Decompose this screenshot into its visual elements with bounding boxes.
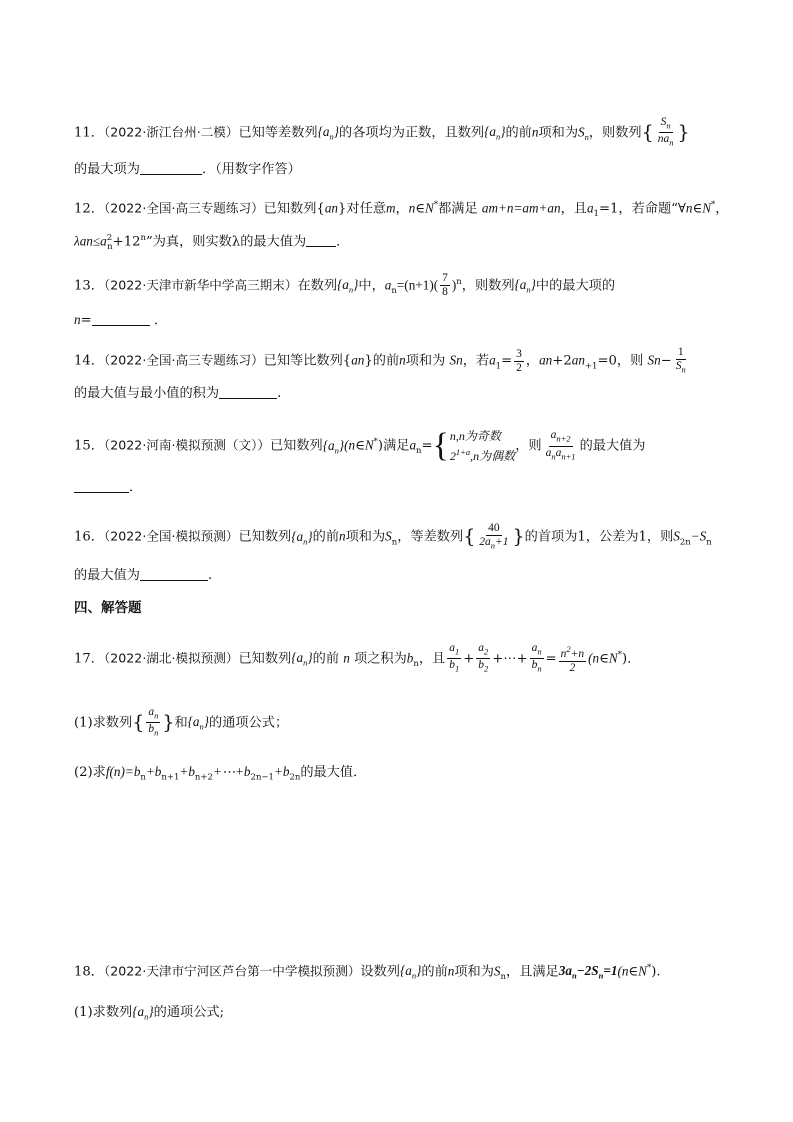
question-18-line-1: 18．（2022·天津市宁河区芦台第一中学模拟预测）设数列$\{a_n\}$的前n项和为$S_n$，且满足$3a_n-2S_n=1(n\in N^*)$. (74, 963, 661, 983)
answer-blank-11[interactable] (140, 160, 202, 175)
section-heading: 四、解答题 (74, 600, 142, 616)
question-14-fraction-inverse: $\frac{1}{S_n}$ (675, 346, 686, 375)
question-15-piecewise: { n,n为奇数 $2^{1+a},n$为偶数 (432, 427, 516, 464)
question-14-line-2: 的最大值与最小值的积为 . (74, 386, 282, 401)
question-12-line-1: 12．（2022·全国·高三专题练习）已知数列{an}对任意m，n∈N*都满足 am+n=am+an，且$a_1=1$，若命题“∀n∈N*， (74, 200, 729, 220)
question-14-line-1: 14．（2022·全国·高三专题练习）已知等比数列{an}的前n项和为 Sn，若$a_1=$ $\frac{3}{2}$ ，$an+2an_{+1}=0$，则 Sn− $\frac{1}{S_n}$ (74, 346, 686, 375)
answer-blank-13[interactable] (92, 311, 150, 326)
question-11-fraction: $\frac{S_n}{na_n}$ (657, 116, 674, 148)
question-11-number: 11． (74, 125, 104, 141)
question-17-part-1: (1)求数列{ $\frac{a_n}{b_n}$ }和$\{a_n\}$的通项公式； (74, 706, 289, 738)
answer-blank-14[interactable] (219, 384, 277, 399)
question-12-line-2: $\lambda an\le a^2_n+12^n$”为真，则实数λ的最大值为 ． (74, 233, 350, 253)
question-16-fraction: $\frac{40}{2a_n+1}$ (479, 522, 509, 551)
question-14-fraction-a1: $\frac{3}{2}$ (516, 347, 522, 374)
question-18-part-1: (1)求数列$\{a_n\}$的通项公式; (74, 1004, 225, 1022)
question-15-line-1: 15．（2022·河南·模拟预测（文））已知数列$\{a_n\}(n\in N^*)$满足$a_n=$ { n,n为奇数 $2^{1+a},n$为偶数 ，则 $\frac{a_{n+2}}{a_na_{n+1}}$ 的最大值为 (74, 427, 646, 464)
question-15-line-2: ． (74, 478, 142, 498)
question-11-line-2: 的最大项为 ．（用数字作答） (74, 162, 301, 177)
question-11-source: （2022·浙江台州·二模） (103, 124, 239, 140)
question-13-line-1: 13．（2022·天津市新华中学高三期末）在数列$\{a_n\}$中，$a_n=(n+1)$( $\frac{7}{8}$ )$^n$，则数列$\{a_n\}$中的最大项的 (74, 272, 616, 299)
question-13-fraction: $\frac{7}{8}$ (442, 272, 448, 299)
question-17-part-2: (2)求$f(n)=b_n+b_{n+1}+b_{n+2}+\cdots+b_{2n-1}+b_{2n}$的最大值． (74, 764, 367, 783)
answer-blank-12[interactable] (306, 232, 336, 247)
question-11-line-1: 11．（2022·浙江台州·二模）已知等差数列$\{a_n\}$的各项均为正数，且数列$\{a_n\}$的前n项和为$S_n$，则数列{ $\frac{S_n}{na_n}$ } (74, 116, 690, 148)
question-13-line-2: n= ． (74, 312, 168, 328)
question-17-line-1: 17．（2022·湖北·模拟预测）已知数列$\{a_n\}$的前 n 项之积为$b_n$，且 $\frac{a_1}{b_1}$ + $\frac{a_2}{b_2}$ +⋯+ $\frac{a_n}{b_n}$ = $\frac{n^2+n}{2}$ (n∈N*)． (74, 642, 641, 674)
question-16-line-1: 16．（2022·全国·模拟预测）已知数列$\{a_n\}$的前n项和为$S_n$，等差数列{ $\frac{40}{2a_n+1}$ }的首项为1，公差为1，则$S_{2n}-S_n$ (74, 522, 712, 551)
answer-blank-15[interactable] (74, 478, 129, 493)
answer-blank-16[interactable] (140, 566, 208, 581)
question-16-line-2: 的最大值为 . (74, 568, 213, 583)
question-15-fraction: $\frac{a_{n+2}}{a_na_{n+1}}$ (545, 429, 576, 461)
